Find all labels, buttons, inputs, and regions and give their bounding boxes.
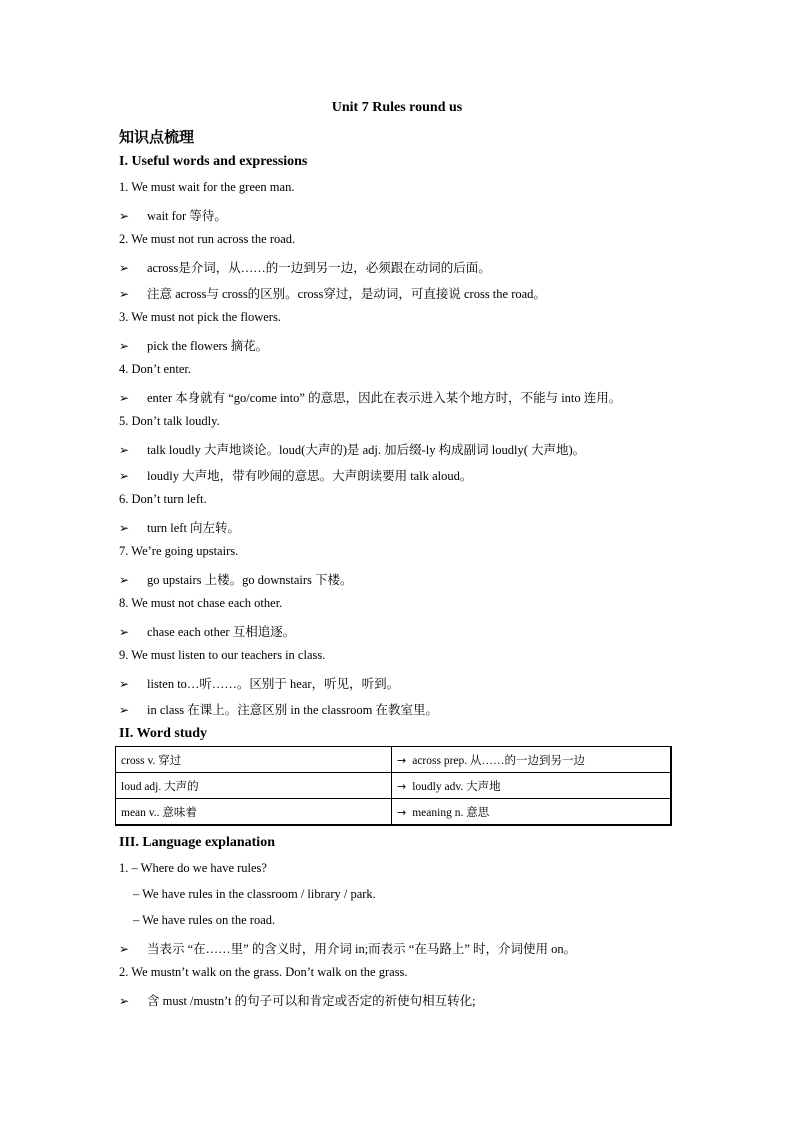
- bullet-item: ➢ wait for 等待。: [119, 209, 227, 223]
- bullet-arrow-icon: ➢: [119, 469, 130, 483]
- sentence-7: 7. We’re going upstairs.: [119, 544, 239, 558]
- explanation-2: 2. We mustn’t walk on the grass. Don’t walk on the grass.: [119, 965, 408, 979]
- bullet-item: ➢ 含 must /mustn’t 的句子可以和肯定或否定的祈使句相互转化;: [119, 994, 476, 1008]
- bullet-arrow-icon: ➢: [119, 339, 130, 353]
- sentence-5: 5. Don’t talk loudly.: [119, 414, 220, 428]
- table-cell: cross v. 穿过: [116, 747, 392, 773]
- bullet-arrow-icon: ➢: [119, 443, 130, 457]
- bullet-arrow-icon: ➢: [119, 573, 130, 587]
- bullet-item: ➢ in class 在课上。注意区别 in the classroom 在教室里。: [119, 703, 438, 717]
- bullet-item: ➢ loudly 大声地，带有吵闹的意思。大声朗读要用 talk aloud。: [119, 469, 473, 483]
- table-cell: → across prep. 从……的一边到另一边: [392, 747, 672, 773]
- dialogue-line: – We have rules in the classroom / library / park.: [133, 887, 376, 901]
- right-arrow-icon: →: [397, 753, 407, 767]
- sentence-6: 6. Don’t turn left.: [119, 492, 207, 506]
- bullet-item: ➢ turn left 向左转。: [119, 521, 241, 535]
- bullet-item: ➢ pick the flowers 摘花。: [119, 339, 269, 353]
- bullet-arrow-icon: ➢: [119, 287, 130, 301]
- section-heading-knowledge: 知识点梳理: [119, 128, 195, 146]
- dialogue-line: – We have rules on the road.: [133, 913, 276, 927]
- bullet-arrow-icon: ➢: [119, 261, 130, 275]
- sentence-9: 9. We must listen to our teachers in class.: [119, 648, 326, 662]
- section3-heading: III. Language explanation: [119, 835, 275, 850]
- bullet-arrow-icon: ➢: [119, 391, 130, 405]
- section1-heading: I. Useful words and expressions: [119, 154, 308, 169]
- bullet-arrow-icon: ➢: [119, 994, 130, 1008]
- table-row: [116, 773, 672, 799]
- bullet-item: ➢ across是介词，从……的一边到另一边，必须跟在动词的后面。: [119, 261, 491, 275]
- table-row: [116, 799, 672, 826]
- word-study-table: [115, 746, 672, 826]
- bullet-arrow-icon: ➢: [119, 521, 130, 535]
- bullet-arrow-icon: ➢: [119, 703, 130, 717]
- table-cell: loud adj. 大声的: [116, 773, 392, 799]
- bullet-item: ➢ enter 本身就有 “go/come into” 的意思，因此在表示进入某个地方时，不能与 into 连用。: [119, 391, 622, 405]
- bullet-item: ➢ talk loudly 大声地谈论。loud(大声的)是 adj. 加后缀-ly 构成副词 loudly( 大声地)。: [119, 443, 586, 457]
- sentence-3: 3. We must not pick the flowers.: [119, 310, 281, 324]
- bullet-item: ➢ 当表示 “在……里” 的含义时，用介词 in;而表示 “在马路上” 时，介词使用 on。: [119, 942, 577, 956]
- explanation-1: 1. – Where do we have rules?: [119, 861, 267, 875]
- section2-heading: II. Word study: [119, 726, 208, 741]
- bullet-item: ➢ chase each other 互相追逐。: [119, 625, 296, 639]
- bullet-arrow-icon: ➢: [119, 209, 130, 223]
- sentence-1: 1. We must wait for the green man.: [119, 180, 295, 194]
- bullet-arrow-icon: ➢: [119, 677, 130, 691]
- bullet-arrow-icon: ➢: [119, 625, 130, 639]
- table-cell: → loudly adv. 大声地: [392, 773, 672, 799]
- page-title: Unit 7 Rules round us: [331, 100, 463, 115]
- table-cell: → meaning n. 意思: [392, 799, 672, 826]
- sentence-8: 8. We must not chase each other.: [119, 596, 283, 610]
- right-arrow-icon: →: [397, 805, 407, 819]
- sentence-2: 2. We must not run across the road.: [119, 232, 296, 246]
- sentence-4: 4. Don’t enter.: [119, 362, 191, 376]
- right-arrow-icon: →: [397, 779, 407, 793]
- bullet-item: ➢ 注意 across与 cross的区别。cross穿过，是动词，可直接说 cross the road。: [119, 287, 546, 301]
- table-cell: mean v.. 意味着: [116, 799, 392, 826]
- table-row: [116, 747, 672, 773]
- bullet-item: ➢ go upstairs 上楼。go downstairs 下楼。: [119, 573, 353, 587]
- bullet-arrow-icon: ➢: [119, 942, 130, 956]
- bullet-item: ➢ listen to…听……。区别于 hear，听见，听到。: [119, 677, 400, 691]
